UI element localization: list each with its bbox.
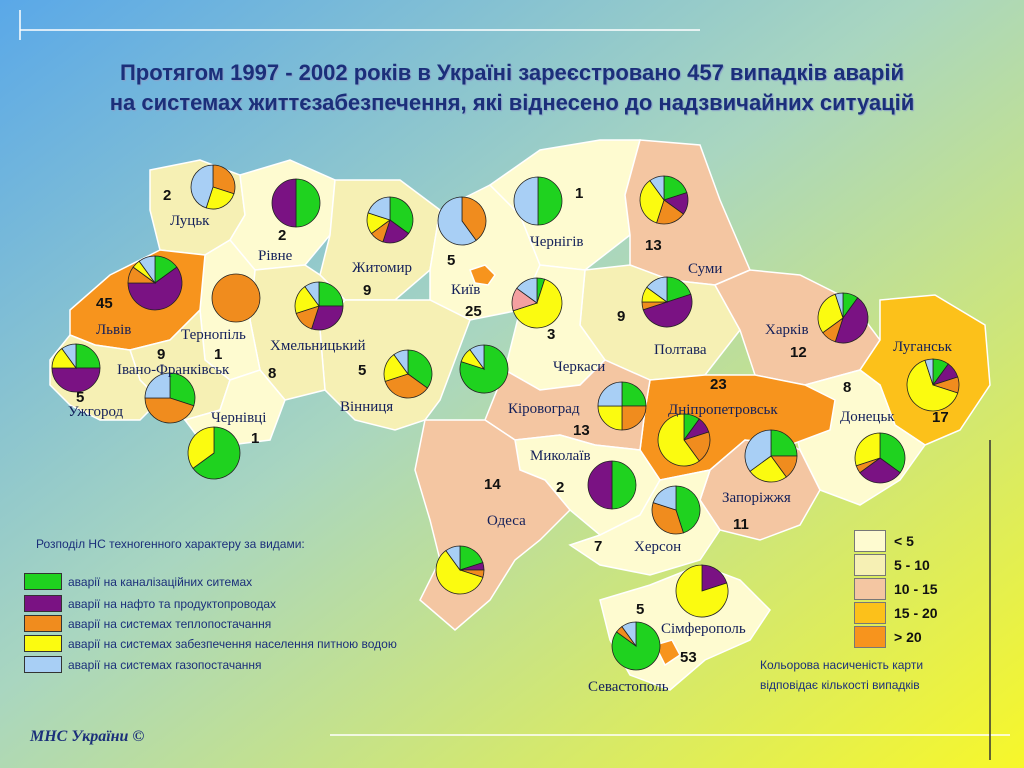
legend-label: аварії на нафто та продуктопроводах xyxy=(68,596,277,611)
page-title-line1: Протягом 1997 - 2002 років в Україні зареєстровано 457 випадків аварій xyxy=(119,60,904,85)
count-zhytomyr: 9 xyxy=(363,282,372,299)
pie-region xyxy=(191,165,235,209)
label-kharkiv: Харків xyxy=(765,322,809,338)
pie-region xyxy=(367,197,413,243)
pie-region xyxy=(640,176,688,224)
legend-item xyxy=(24,656,262,673)
count-sumy: 13 xyxy=(645,237,662,254)
label-kherson: Херсон xyxy=(634,539,682,555)
pie-region xyxy=(818,293,868,343)
count-zaporizhzhia: 11 xyxy=(733,516,749,533)
scale-swatch xyxy=(854,554,886,576)
pie-region xyxy=(188,427,240,479)
count-sevastopol: 53 xyxy=(680,649,697,666)
label-simferopol: Сімферополь xyxy=(661,621,746,637)
legend-item xyxy=(24,635,397,652)
page-title-line2: на системах життєзабезпечення, які віднесено до надзвичайних ситуацій xyxy=(109,90,915,115)
count-ivano-frankivsk: 9 xyxy=(157,346,166,363)
label-rivne: Рівне xyxy=(258,248,293,264)
label-zaporizhzhia: Запоріжжя xyxy=(722,490,791,506)
count-rivne: 2 xyxy=(278,227,287,244)
count-kyiv: 5 xyxy=(447,252,456,269)
count-dnipro: 23 xyxy=(710,376,727,393)
label-vinnytsia: Вінниця xyxy=(340,399,394,415)
count-vinnytsia: 5 xyxy=(358,362,367,379)
count-cherkasy: 3 xyxy=(547,326,556,343)
pie-region xyxy=(436,546,484,594)
legend-swatch-heat xyxy=(24,615,62,632)
count-kherson: 7 xyxy=(594,538,603,555)
label-chernivtsi: Чернівці xyxy=(211,410,267,426)
legend-swatch-sewer xyxy=(24,573,62,590)
scale-label: 10 - 15 xyxy=(894,581,938,597)
label-chernihiv: Чернігів xyxy=(530,234,584,250)
label-mykolaiv: Миколаїв xyxy=(530,448,591,464)
pie-region xyxy=(384,350,432,398)
scale-item xyxy=(854,602,938,624)
scale-item xyxy=(854,626,922,648)
scale-label: > 20 xyxy=(894,629,922,645)
pie-region xyxy=(676,565,728,617)
scale-item xyxy=(854,530,914,552)
label-donetsk: Донецьк xyxy=(840,409,895,425)
pie-slice xyxy=(212,274,260,322)
count-odesa: 14 xyxy=(484,476,501,493)
pie-region xyxy=(588,461,636,509)
legend-swatch-gas xyxy=(24,656,62,673)
pie-region xyxy=(272,179,320,227)
scale-label: 15 - 20 xyxy=(894,605,938,621)
pie-region xyxy=(907,359,959,411)
legend-title: Розподіл НС техногенного характеру за видами: xyxy=(36,537,305,551)
scale-swatch xyxy=(854,530,886,552)
count-lviv: 45 xyxy=(96,295,113,312)
scale-swatch xyxy=(854,602,886,624)
count-uzhhorod: 5 xyxy=(76,389,85,406)
scale-swatch xyxy=(854,578,886,600)
label-khmelnytskyi: Хмельницький xyxy=(270,338,366,354)
count-simferopol: 5 xyxy=(636,601,645,618)
label-kirovohrad: Кіровоград xyxy=(508,401,580,417)
label-kyiv: Київ xyxy=(451,282,481,298)
pie-region xyxy=(52,344,100,392)
pie-region xyxy=(612,622,660,670)
label-dnipro: Дніпропетровськ xyxy=(668,402,778,418)
count-ternopil: 1 xyxy=(214,346,223,363)
scale-item xyxy=(854,554,930,576)
label-ternopil: Тернопіль xyxy=(181,327,246,343)
count-kharkiv: 12 xyxy=(790,344,807,361)
legend-label: аварії на системах теплопостачання xyxy=(68,616,272,631)
pie-region xyxy=(514,177,562,225)
pie-region xyxy=(145,373,195,423)
pie-kyiv-city xyxy=(460,345,508,393)
label-zhytomyr: Житомир xyxy=(352,260,413,276)
pie-region xyxy=(295,282,343,330)
pie-region xyxy=(598,382,646,430)
legend-label: аварії на каналізаційних ситемах xyxy=(68,574,253,589)
scale-item xyxy=(854,578,938,600)
scale-label: < 5 xyxy=(894,533,914,549)
footer-copyright: МНС України © xyxy=(30,728,145,745)
count-mykolaiv: 2 xyxy=(556,479,565,496)
label-poltava: Полтава xyxy=(654,342,707,358)
legend-swatch-oil xyxy=(24,595,62,612)
scale-swatch xyxy=(854,626,886,648)
count-kirovohrad: 13 xyxy=(573,422,590,439)
label-sumy: Суми xyxy=(688,261,723,277)
legend-item xyxy=(24,573,252,590)
label-ivano-frankivsk: Івано-Франківськ xyxy=(117,362,230,378)
label-lutsk: Луцьк xyxy=(170,213,210,229)
count-poltava: 9 xyxy=(617,308,626,325)
pie-region xyxy=(128,256,182,310)
label-odesa: Одеса xyxy=(487,513,526,529)
pie-region xyxy=(512,278,562,328)
pie-region xyxy=(652,486,700,534)
count-donetsk: 8 xyxy=(843,379,852,396)
legend-label: аварії на системах забезпечення населення питною водою xyxy=(68,636,397,651)
pie-region xyxy=(438,197,486,245)
scale-label: 5 - 10 xyxy=(894,557,930,573)
label-sevastopol: Севастополь xyxy=(588,679,669,695)
pie-region xyxy=(642,277,692,327)
pie-region xyxy=(745,430,797,482)
count-chernihiv: 1 xyxy=(575,185,584,202)
count-luhansk: 17 xyxy=(932,409,949,426)
pie-region xyxy=(658,414,710,466)
scale-note-line1: Кольорова насиченість карти xyxy=(760,658,924,672)
legend-item xyxy=(24,595,276,612)
label-lviv: Львів xyxy=(96,322,132,338)
count-khmelnytskyi: 8 xyxy=(268,365,277,382)
legend-item xyxy=(24,615,271,632)
pie-region xyxy=(855,433,905,483)
legend-label: аварії на системах газопостачання xyxy=(68,657,262,672)
legend-swatch-water xyxy=(24,635,62,652)
label-cherkasy: Черкаси xyxy=(553,359,606,375)
label-uzhhorod: Ужгород xyxy=(68,404,124,420)
label-luhansk: Луганськ xyxy=(893,339,952,355)
count-lutsk: 2 xyxy=(163,187,172,204)
count-kyiv-city: 25 xyxy=(465,303,482,320)
scale-note-line2: відповідає кількості випадків xyxy=(760,678,920,692)
count-chernivtsi: 1 xyxy=(251,430,260,447)
pie-region xyxy=(212,274,260,322)
